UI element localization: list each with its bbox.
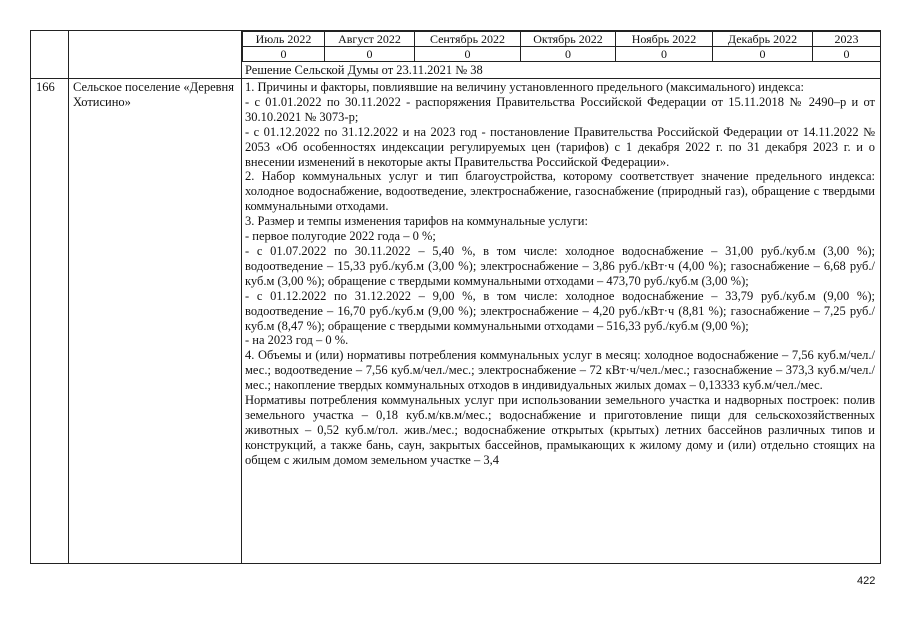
month-value: 0 xyxy=(521,47,616,62)
month-header: Декабрь 2022 xyxy=(713,32,813,47)
row-divider xyxy=(30,78,881,79)
month-value: 0 xyxy=(415,47,521,62)
content-paragraph: - первое полугодие 2022 года – 0 %; xyxy=(245,229,436,244)
row-number: 166 xyxy=(36,80,55,94)
months-values-row xyxy=(243,47,881,62)
month-value: 0 xyxy=(713,47,813,62)
content-paragraph: 2. Набор коммунальных услуг и тип благоустройства, которому соответствует значение предельного индекса: холодное водоснабжение, водоотведение, электроснабжение, газоснабжение (природный газ), обращение с твердыми коммунальными отходами. xyxy=(245,169,875,214)
content-paragraph: - с 01.07.2022 по 30.11.2022 – 5,40 %, в том числе: холодное водоснабжение – 31,00 руб./куб.м (3,00 %); водоотведение – 15,33 руб./куб.м (3,00 %); электроснабжение – 3,86 руб./кВт·ч (4,00 %); газоснабжение – 6,68 руб./куб.м (3,00 %); обращение с твердыми коммунальными отходами – 473,70 руб./куб.м (3,00 %); xyxy=(245,243,875,288)
content-paragraph: - с 01.12.2022 по 31.12.2022 и на 2023 год - постановление Правительства Российской Федерации от 14.11.2022 № 2053 «Об особенностях индексации регулируемых цен (тарифов) с 1 декабря 2022 г. по 31 декабря 2023 г. и о внесении изменений в некоторые акты Правительства Российской Федерации». xyxy=(245,124,875,169)
content-paragraph: - с 01.01.2022 по 30.11.2022 - распоряжения Правительства Российской Федерации от 15.11.2018 № 2490–р и от 30.10.2021 № 3073-р; xyxy=(245,94,875,124)
column-divider-number xyxy=(68,30,69,564)
content-paragraph: 3. Размер и темпы изменения тарифов на коммунальные услуги: xyxy=(245,214,588,229)
decision-reference: Решение Сельской Думы от 23.11.2021 № 38 xyxy=(245,63,483,77)
months-table xyxy=(242,31,881,62)
content-paragraph: - с 01.12.2022 по 31.12.2022 – 9,00 %, в том числе: холодное водоснабжение – 33,79 руб./куб.м (9,00 %); водоотведение – 16,70 руб./куб.м (9,00 %); электроснабжение – 4,20 руб./кВт·ч (8,81 %); газоснабжение – 7,25 руб./куб.м (8,47 %); обращение с твердыми коммунальными отходами – 516,33 руб./куб.м (9,00 %); xyxy=(245,288,875,333)
column-divider-name xyxy=(241,30,242,564)
settlement-name: Сельское поселение «Деревня Хотисино» xyxy=(73,80,234,109)
row-content xyxy=(245,80,875,468)
content-paragraph: - на 2023 год – 0 %. xyxy=(245,333,349,348)
month-header: 2023 xyxy=(813,32,881,47)
content-paragraph: 1. Причины и факторы, повлиявшие на величину установленного предельного (максимального) индекса: xyxy=(245,80,804,94)
month-value: 0 xyxy=(813,47,881,62)
month-header: Ноябрь 2022 xyxy=(616,32,713,47)
page-number: 422 xyxy=(857,575,876,587)
content-paragraph: Нормативы потребления коммунальных услуг при использовании земельного участка и надворных построек: полив земельного участка – 0,18 куб.м/кв.м/мес.; водоснабжение и приготовление пищи для сельскохозяйственных животных – 0,52 куб.м/гол. жив./мес.; водоснабжение открытых (крытых) летних бассейнов различных типов и конструкций, а также бань, саун, закрытых бассейнов, прамыкающих к жилому дому и (или) отдельно стоящих на общем с жилым домом земельном участке – 3,4 xyxy=(245,393,875,467)
month-header: Сентябрь 2022 xyxy=(415,32,521,47)
month-header: Июль 2022 xyxy=(243,32,325,47)
month-header: Октябрь 2022 xyxy=(521,32,616,47)
months-header-row xyxy=(243,32,881,47)
month-header: Август 2022 xyxy=(325,32,415,47)
content-paragraph: 4. Объемы и (или) нормативы потребления коммунальных услуг в месяц: холодное водоснабжение – 7,56 куб.м/чел./мес.; водоотведение – 7,56 куб.м/чел./мес.; электроснабжение – 72 кВт·ч/чел./мес.; газоснабжение – 373,3 куб.м/чел./мес.; накопление твердых коммунальных отходов в индивидуальных жилых домах – 0,13333 куб.м/чел./мес. xyxy=(245,348,875,393)
month-value: 0 xyxy=(243,47,325,62)
month-value: 0 xyxy=(325,47,415,62)
month-value: 0 xyxy=(616,47,713,62)
